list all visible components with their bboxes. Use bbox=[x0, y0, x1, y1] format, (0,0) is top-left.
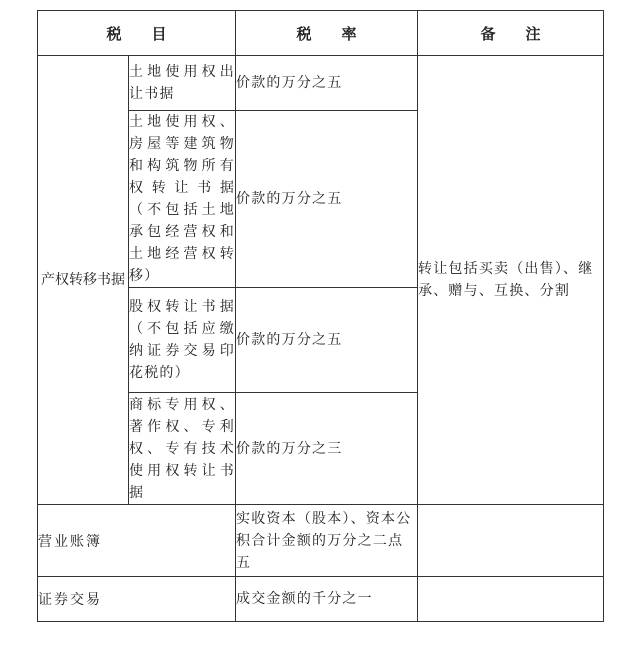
sub-item-1: 土地使用权出让书据 bbox=[129, 56, 236, 111]
ledger-label: 营业账簿 bbox=[38, 505, 236, 577]
rate-4: 价款的万分之三 bbox=[236, 393, 418, 505]
group-note: 转让包括买卖（出售）、继承、赠与、互换、分割 bbox=[418, 56, 604, 505]
rate-1: 价款的万分之五 bbox=[236, 56, 418, 111]
sub-item-3: 股权转让书据（不包括应缴纳证券交易印花税的） bbox=[129, 288, 236, 393]
securities-note bbox=[418, 577, 604, 622]
securities-label: 证券交易 bbox=[38, 577, 236, 622]
group-label: 产权转移书据 bbox=[38, 56, 129, 505]
header-item: 税 目 bbox=[38, 11, 236, 56]
sub-item-4: 商标专用权、著作权、专利权、专有技术使用权转让书据 bbox=[129, 393, 236, 505]
tax-rate-table bbox=[37, 10, 604, 622]
rate-2: 价款的万分之五 bbox=[236, 111, 418, 288]
rate-3: 价款的万分之五 bbox=[236, 288, 418, 393]
ledger-rate: 实收资本（股本）、资本公积合计金额的万分之二点五 bbox=[236, 505, 418, 577]
header-note: 备 注 bbox=[418, 11, 604, 56]
securities-rate: 成交金额的千分之一 bbox=[236, 577, 418, 622]
header-rate: 税 率 bbox=[236, 11, 418, 56]
sub-item-2: 土地使用权、房屋等建筑物和构筑物所有权转让书据（不包括土地承包经营权和土地经营权转移） bbox=[129, 111, 236, 288]
ledger-note bbox=[418, 505, 604, 577]
